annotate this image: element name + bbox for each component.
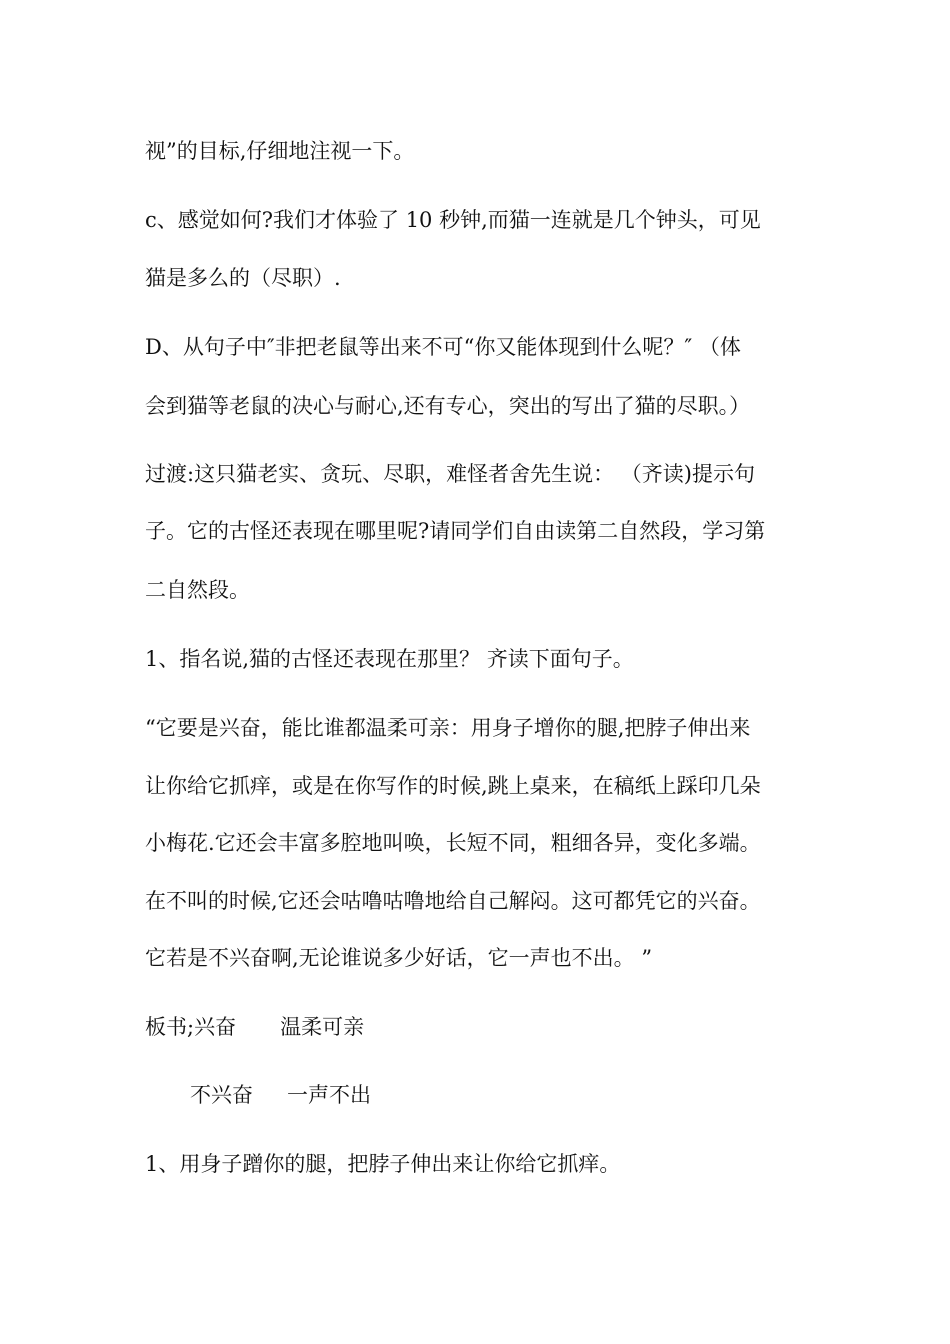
text-line-last: 1、用身子蹭你的腿，把脖子伸出来让你给它抓痒。 — [145, 1152, 621, 1176]
text-line-6: 过渡:这只猫老实、贪玩、尽职，难怪者舍先生说： （齐读)提示句 — [145, 462, 755, 486]
board-label-value: 温柔可亲 — [280, 1015, 365, 1039]
text-line-10: “它要是兴奋，能比谁都温柔可亲：用身子增你的腿,把脖子伸出来 — [145, 716, 751, 740]
text-line-3: 猫是多么的（尽职）. — [145, 266, 341, 290]
text-line-1: 视”的目标,仔细地注视一下。 — [145, 139, 415, 163]
text-line-11: 让你给它抓痒，或是在你写作的时候,跳上桌来，在稿纸上踩印几朵 — [145, 774, 761, 798]
text-line-14: 它若是不兴奋啊,无论谁说多少好话，它一声也不出。 ” — [145, 946, 653, 970]
text-line-7: 子。它的古怪还表现在哪里呢?请同学们自由读第二自然段，学习第 — [145, 519, 766, 543]
board-row2-key: 不兴奋 — [190, 1083, 253, 1107]
board-row2-value: 一声不出 — [287, 1083, 371, 1107]
text-line-5: 会到猫等老鼠的决心与耐心,还有专心，突出的写出了猫的尽职。） — [145, 394, 751, 418]
board-label: 板书;兴奋 — [145, 1015, 237, 1039]
text-line-4: D、从句子中″非把老鼠等出来不可“你又能体现到什么呢？″ （体 — [145, 335, 741, 359]
board-row-1 — [145, 1013, 825, 1041]
text-line-9: 1、指名说,猫的古怪还表现在那里？ 齐读下面句子。 — [145, 647, 634, 671]
text-line-12: 小梅花.它还会丰富多腔地叫唤，长短不同，粗细各异，变化多端。 — [145, 831, 761, 855]
text-line-2: c、感觉如何?我们才体验了 10 秒钟,而猫一连就是几个钟头，可见 — [145, 208, 761, 232]
text-line-13: 在不叫的时候,它还会咕噜咕噜地给自己解闷。这可都凭它的兴奋。 — [145, 889, 761, 913]
board-row-2 — [190, 1081, 870, 1109]
text-line-8: 二自然段。 — [145, 578, 250, 602]
